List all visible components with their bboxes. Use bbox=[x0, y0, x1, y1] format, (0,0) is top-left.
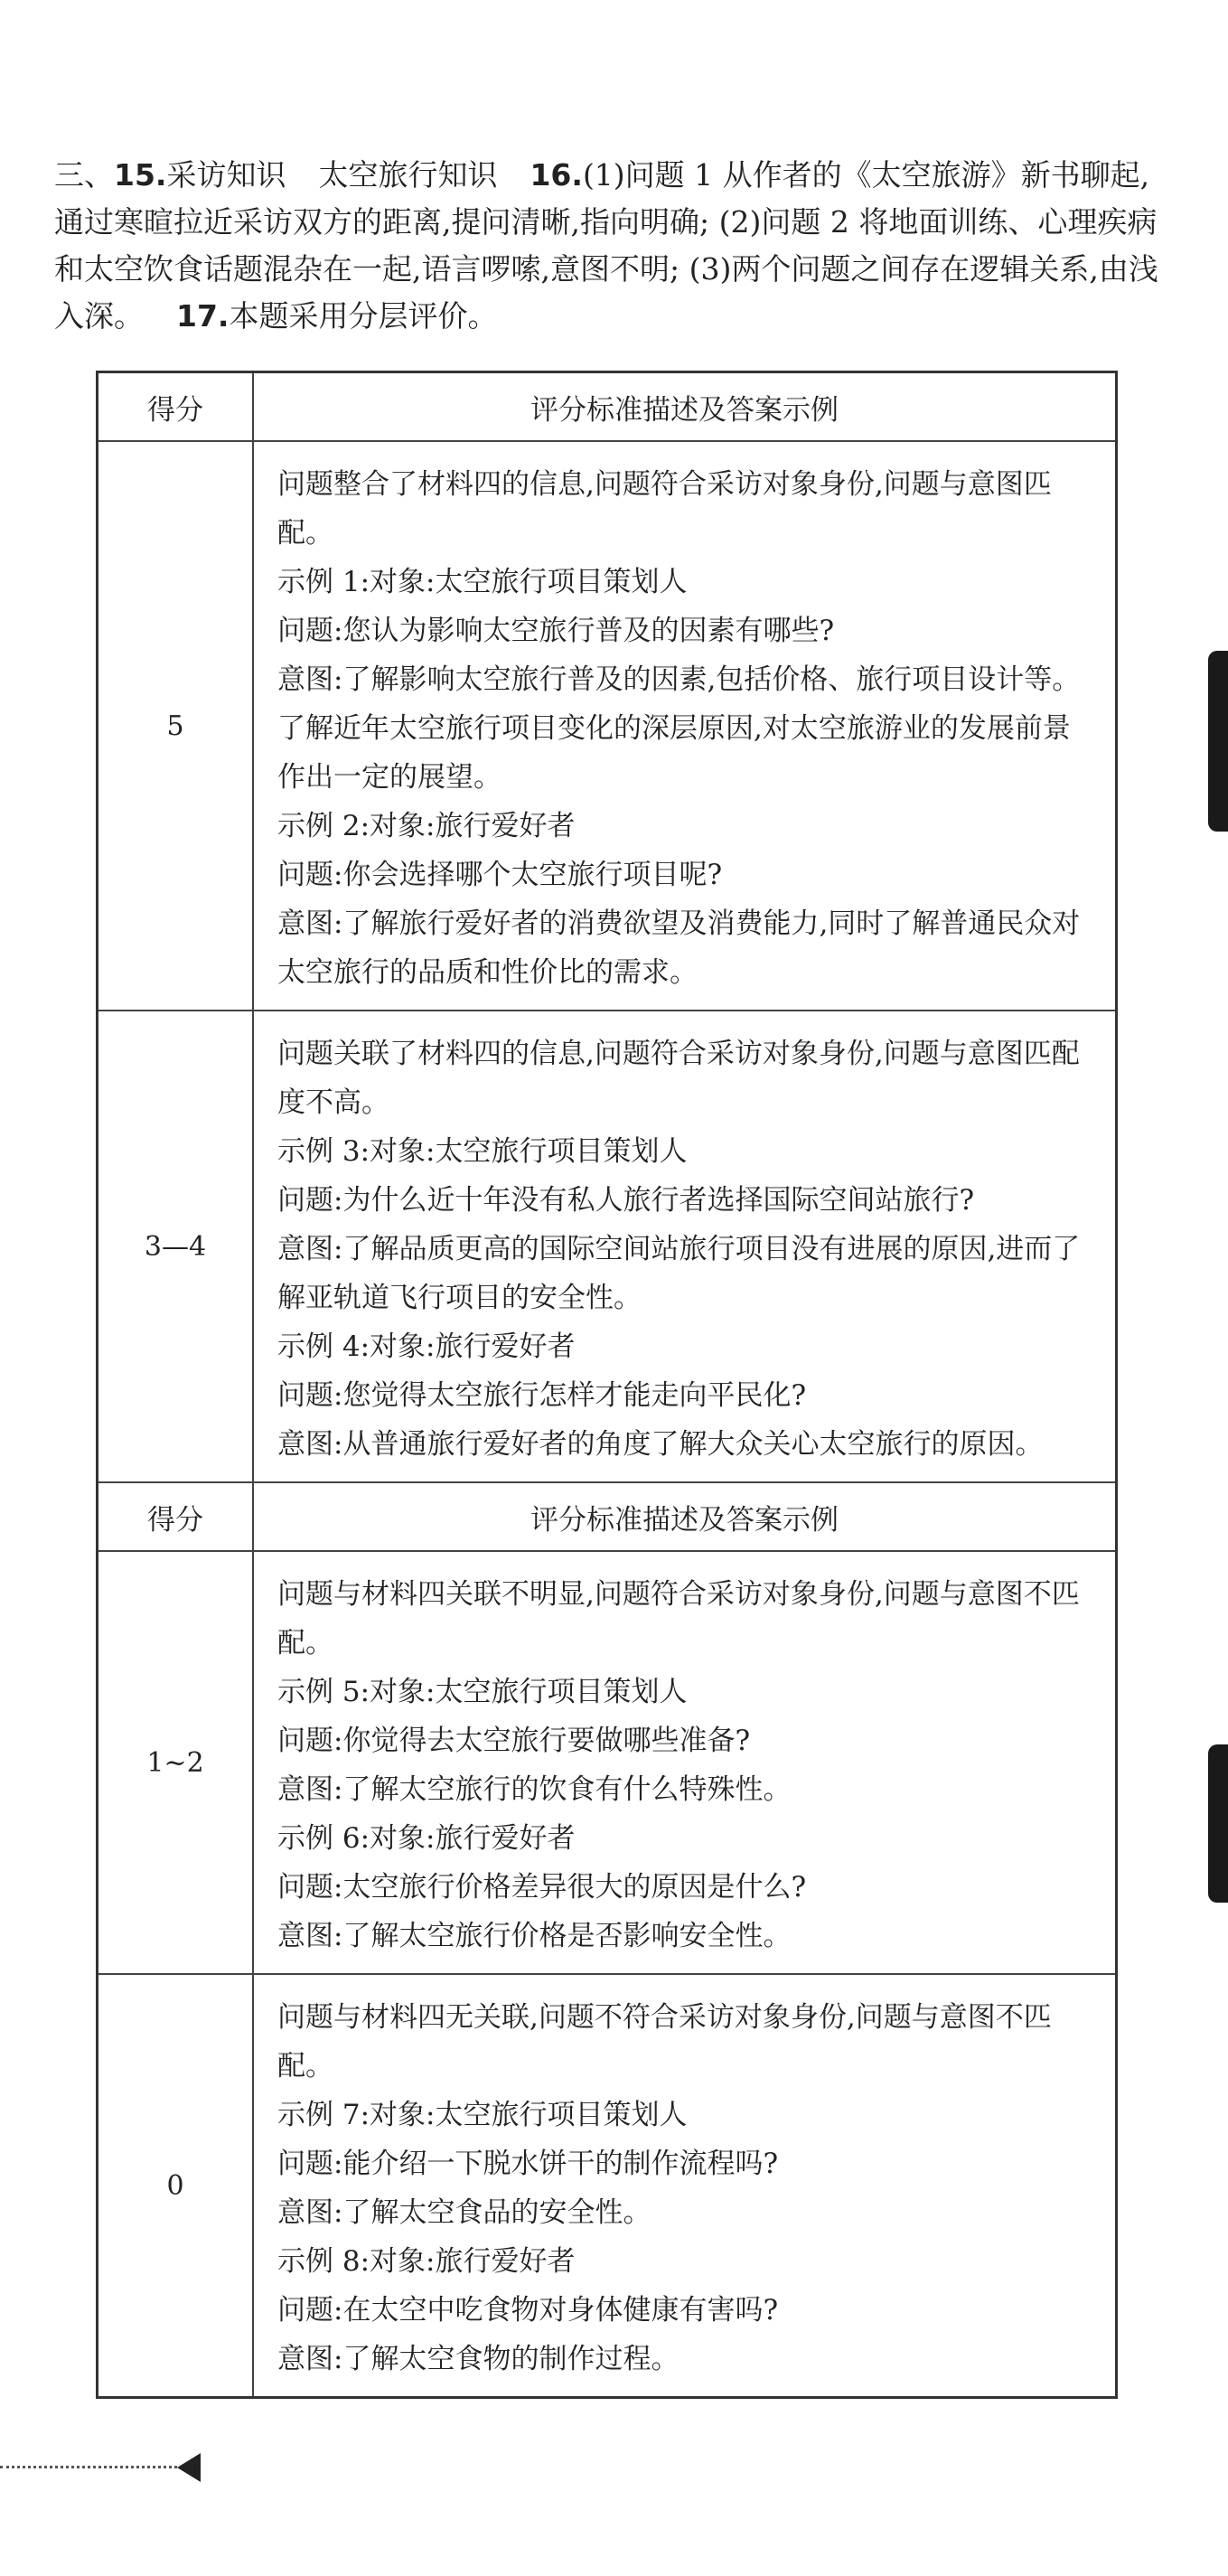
header-score: 得分 bbox=[98, 372, 254, 442]
header-description: 评分标准描述及答案示例 bbox=[253, 372, 1117, 442]
example-line: 示例 7:对象:太空旅行项目策划人 bbox=[277, 2099, 688, 2131]
margin-scan-mark bbox=[1208, 651, 1228, 832]
intent-line: 意图:了解旅行爱好者的消费欲望及消费能力,同时了解普通民众对太空旅行的品质和性价比的需求。 bbox=[277, 907, 1081, 989]
example-line: 示例 1:对象:太空旅行项目策划人 bbox=[277, 566, 688, 598]
page-footer-marker bbox=[0, 2449, 208, 2486]
q15-answer-2: 太空旅行知识 bbox=[318, 157, 498, 193]
row-score: 0 bbox=[98, 1974, 254, 2398]
scoring-table bbox=[96, 371, 1118, 2399]
example-line: 示例 6:对象:旅行爱好者 bbox=[277, 1822, 576, 1855]
example-line: 示例 2:对象:旅行爱好者 bbox=[277, 810, 576, 842]
table-row bbox=[98, 441, 1117, 1011]
example-line: 示例 3:对象:太空旅行项目策划人 bbox=[277, 1135, 688, 1168]
question-line: 问题:您认为影响太空旅行普及的因素有哪些? bbox=[277, 615, 835, 647]
answer-intro-text bbox=[54, 152, 1179, 340]
row-score: 3—4 bbox=[98, 1011, 254, 1482]
q16-number: 16. bbox=[530, 157, 583, 193]
intent-line: 意图:了解太空食物的制作过程。 bbox=[277, 2343, 680, 2375]
criteria-line: 问题与材料四关联不明显,问题符合采访对象身份,问题与意图不匹配。 bbox=[277, 1578, 1080, 1659]
question-line: 问题:为什么近十年没有私人旅行者选择国际空间站旅行? bbox=[277, 1184, 975, 1217]
table-row bbox=[98, 1011, 1117, 1482]
table-header-row bbox=[98, 1482, 1117, 1551]
question-line: 问题:您觉得太空旅行怎样才能走向平民化? bbox=[277, 1379, 807, 1412]
q17-text: 本题采用分层评价。 bbox=[229, 298, 498, 334]
question-line: 问题:你会选择哪个太空旅行项目呢? bbox=[277, 859, 723, 891]
criteria-line: 问题关联了材料四的信息,问题符合采访对象身份,问题与意图匹配度不高。 bbox=[277, 1038, 1080, 1119]
row-score: 1~2 bbox=[98, 1551, 254, 1974]
q15-number: 15. bbox=[114, 157, 167, 193]
table-row bbox=[98, 1551, 1117, 1974]
example-line: 示例 5:对象:太空旅行项目策划人 bbox=[277, 1676, 688, 1708]
q15-answer-1: 采访知识 bbox=[166, 157, 286, 193]
intent-line: 意图:了解太空旅行的饮食有什么特殊性。 bbox=[277, 1773, 792, 1806]
example-line: 示例 8:对象:旅行爱好者 bbox=[277, 2245, 576, 2278]
criteria-line: 问题与材料四无关联,问题不符合采访对象身份,问题与意图不匹配。 bbox=[277, 2001, 1052, 2082]
table-row bbox=[98, 1974, 1117, 2398]
header-description: 评分标准描述及答案示例 bbox=[253, 1482, 1117, 1551]
margin-scan-mark bbox=[1208, 1744, 1228, 1903]
dotted-leader bbox=[0, 2466, 177, 2468]
row-description bbox=[253, 1011, 1117, 1482]
intent-line: 意图:了解品质更高的国际空间站旅行项目没有进展的原因,进而了解亚轨道飞行项目的安全性。 bbox=[277, 1233, 1081, 1314]
q16-part-3: (3)两个问题之间存在逻辑关系,由浅入深。 bbox=[54, 251, 1158, 334]
header-score: 得分 bbox=[98, 1482, 254, 1551]
triangle-left-icon bbox=[177, 2453, 201, 2482]
example-line: 示例 4:对象:旅行爱好者 bbox=[277, 1330, 576, 1363]
question-line: 问题:能介绍一下脱水饼干的制作流程吗? bbox=[277, 2148, 779, 2180]
question-line: 问题:你觉得去太空旅行要做哪些准备? bbox=[277, 1725, 751, 1757]
q17-number: 17. bbox=[176, 298, 230, 334]
question-line: 问题:太空旅行价格差异很大的原因是什么? bbox=[277, 1871, 807, 1904]
intent-line: 意图:了解太空食品的安全性。 bbox=[277, 2196, 651, 2229]
intent-line: 意图:从普通旅行爱好者的角度了解大众关心太空旅行的原因。 bbox=[277, 1428, 1044, 1461]
q16-part-1: (1)问题 1 从作者的《太空旅游》新书聊起,通过寒暄拉近采访双方的距离,提问清晰,指向明确; bbox=[54, 157, 1150, 240]
question-line: 问题:在太空中吃食物对身体健康有害吗? bbox=[277, 2294, 779, 2327]
table-header-row bbox=[98, 372, 1117, 442]
row-score: 5 bbox=[98, 441, 254, 1011]
intent-line: 意图:了解太空旅行价格是否影响安全性。 bbox=[277, 1920, 792, 1952]
answer-intro bbox=[54, 152, 1179, 340]
q16-part-2: (2)问题 2 将地面训练、心理疾病和太空饮食话题混杂在一起,语言啰嗦,意图不明; bbox=[54, 204, 1158, 287]
section-prefix: 三、 bbox=[54, 157, 114, 193]
row-description bbox=[253, 1974, 1117, 2398]
criteria-line: 问题整合了材料四的信息,问题符合采访对象身份,问题与意图匹配。 bbox=[277, 468, 1052, 550]
row-description bbox=[253, 1551, 1117, 1974]
intent-line: 意图:了解影响太空旅行普及的因素,包括价格、旅行项目设计等。了解近年太空旅行项目变化的深层原因,对太空旅游业的发展前景作出一定的展望。 bbox=[277, 663, 1081, 794]
row-description bbox=[253, 441, 1117, 1011]
